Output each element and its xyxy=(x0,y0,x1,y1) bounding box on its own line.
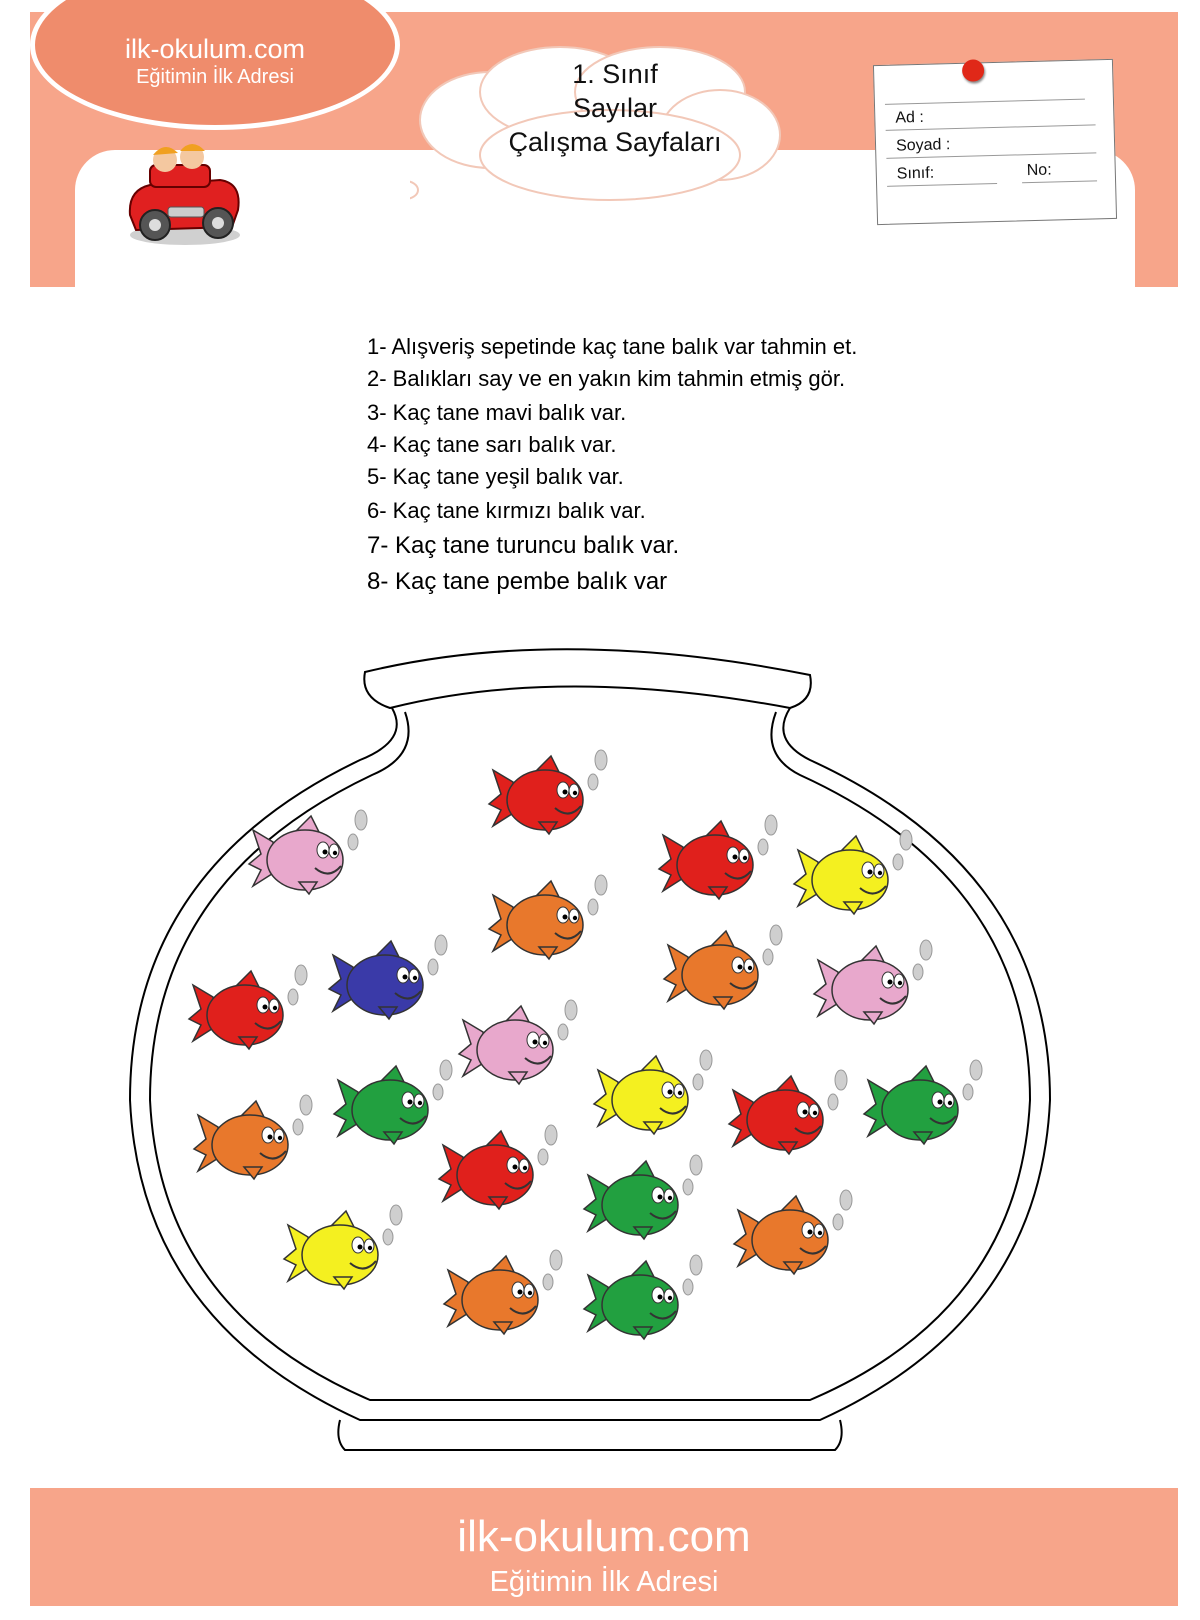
instruction-7: 7- Kaç tane turuncu balık var. xyxy=(367,532,680,559)
instruction-5: 5- Kaç tane yeşil balık var. xyxy=(367,464,624,489)
fish-orange xyxy=(489,875,607,959)
sinif-label: Sınıf: xyxy=(896,164,935,183)
fish-pink xyxy=(249,810,367,894)
instruction-6: 6- Kaç tane kırmızı balık var. xyxy=(367,498,646,523)
fish-pink xyxy=(459,1000,577,1084)
footer-tagline: Eğitimin İlk Adresi xyxy=(489,1566,719,1598)
fish-pink xyxy=(814,940,932,1024)
fish-green xyxy=(864,1060,982,1144)
logo-tagline: Eğitimin İlk Adresi xyxy=(136,66,294,88)
fish-green xyxy=(584,1255,702,1339)
title-line-subject: Sayılar xyxy=(572,93,658,123)
fish-yellow xyxy=(594,1050,712,1134)
logo-site-name[interactable]: ilk-okulum.com xyxy=(124,34,306,64)
fish-yellow xyxy=(284,1205,402,1289)
soyad-label: Soyad : xyxy=(895,136,951,155)
instruction-1: 1- Alışveriş sepetinde kaç tane balık var tahmin et. xyxy=(367,334,858,359)
fish-red xyxy=(439,1125,557,1209)
fish-blue xyxy=(329,935,447,1019)
instruction-2: 2- Balıkları say ve en yakın kim tahmin etmiş gör. xyxy=(367,366,846,391)
footer-site-name[interactable]: ilk-okulum.com xyxy=(457,1512,751,1561)
ad-label: Ad : xyxy=(895,108,925,127)
fish-orange xyxy=(444,1250,562,1334)
fish-red xyxy=(729,1070,847,1154)
instruction-8: 8- Kaç tane pembe balık var xyxy=(367,568,668,595)
fish-green xyxy=(584,1155,702,1239)
instruction-3: 3- Kaç tane mavi balık var. xyxy=(367,400,627,425)
fish-orange xyxy=(664,925,782,1009)
fish-orange xyxy=(734,1190,852,1274)
fish-yellow xyxy=(794,830,912,914)
fish-orange xyxy=(194,1095,312,1179)
title-line-grade: 1. Sınıf xyxy=(572,59,658,89)
no-label: No: xyxy=(1026,161,1052,180)
fish-red xyxy=(189,965,307,1049)
instruction-4: 4- Kaç tane sarı balık var. xyxy=(367,432,617,457)
fish-green xyxy=(334,1060,452,1144)
fish-red xyxy=(659,815,777,899)
fish-red xyxy=(489,750,607,834)
fish-layer xyxy=(189,750,982,1339)
title-line-worksheets: Çalışma Sayfaları xyxy=(508,127,722,157)
